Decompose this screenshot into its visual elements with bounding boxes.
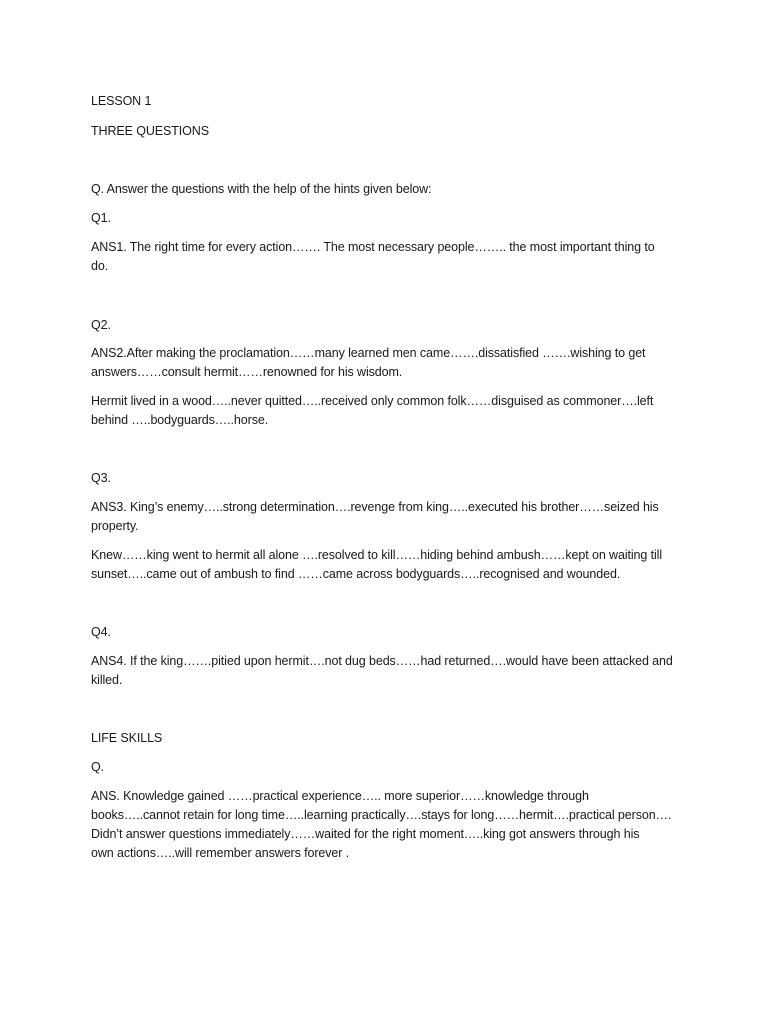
answer-4 (91, 652, 691, 690)
instruction-text: Q. Answer the questions with the help of the hints given below: (91, 182, 432, 196)
question-3-label: Q3. (91, 471, 111, 485)
life-skills-heading: LIFE SKILLS (91, 731, 163, 745)
life-skills-answer-line-1: ANS. Knowledge gained ……practical experience….. more superior……knowledge through (91, 789, 589, 803)
answer-3 (91, 498, 691, 536)
answer-2-continued (91, 392, 691, 430)
answer-1-line-2: do. (91, 259, 109, 273)
answer-3-extra-line-2: sunset…..came out of ambush to find ……came across bodyguards…..recognised and wounded. (91, 567, 621, 581)
answer-3-continued (91, 546, 691, 584)
life-skills-answer-line-4: own actions…..will remember answers forever . (91, 846, 350, 860)
lesson-number: LESSON 1 (91, 94, 152, 108)
answer-4-line-2: killed. (91, 673, 123, 687)
life-skills-answer-line-2: books…..cannot retain for long time…..learning practically….stays for long……hermit….practical person…. (91, 808, 672, 822)
life-skills-question-label: Q. (91, 760, 104, 774)
answer-2-extra-line-1: Hermit lived in a wood…..never quitted…..received only common folk……disguised as commoner….left (91, 394, 654, 408)
answer-2-extra-line-2: behind …..bodyguards…..horse. (91, 413, 269, 427)
answer-1-line-1: ANS1. The right time for every action……. The most necessary people…….. the most important thing to (91, 240, 655, 254)
answer-3-line-2: property. (91, 519, 139, 533)
question-4-label: Q4. (91, 625, 111, 639)
lesson-title: THREE QUESTIONS (91, 124, 209, 138)
answer-3-extra-line-1: Knew……king went to hermit all alone ….resolved to kill……hiding behind ambush……kept on waiting till (91, 548, 663, 562)
life-skills-answer-line-3: Didn’t answer questions immediately……waited for the right moment…..king got answers through his (91, 827, 640, 841)
answer-4-line-1: ANS4. If the king…….pitied upon hermit….not dug beds……had returned….would have been attacked and (91, 654, 673, 668)
answer-2-line-2: answers……consult hermit……renowned for his wisdom. (91, 365, 403, 379)
answer-3-line-1: ANS3. King’s enemy…..strong determination….revenge from king…..executed his brother……seized his (91, 500, 659, 514)
answer-2-line-1: ANS2.After making the proclamation……many learned men came…….dissatisfied …….wishing to get (91, 346, 646, 360)
question-1-label: Q1. (91, 211, 111, 225)
answer-2 (91, 344, 691, 382)
answer-1 (91, 238, 691, 276)
question-2-label: Q2. (91, 318, 111, 332)
life-skills-answer (91, 787, 691, 863)
